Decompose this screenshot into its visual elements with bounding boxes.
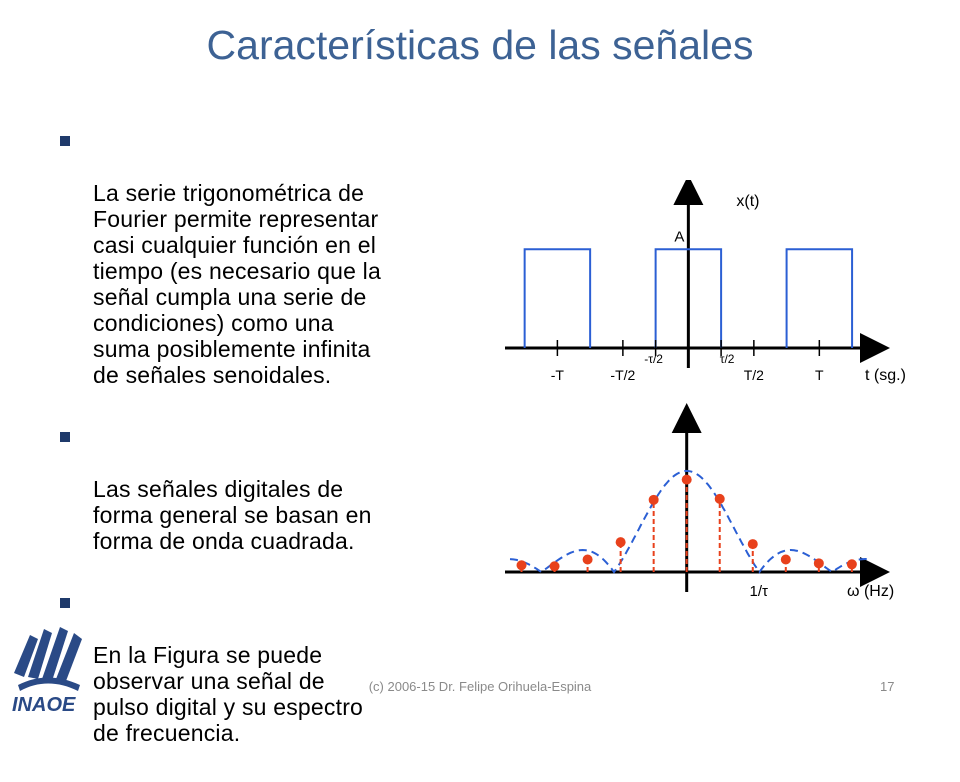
tick-label: -τ/2 xyxy=(644,352,663,366)
slide-title: Características de las señales xyxy=(206,22,754,68)
pulse xyxy=(787,249,852,348)
square-bullet-icon xyxy=(60,598,70,608)
x-axis-label: ω (Hz) xyxy=(847,583,895,600)
spectrum-point xyxy=(781,554,791,564)
y-axis-label: x(t) xyxy=(736,193,760,210)
page-number: 17 xyxy=(880,679,895,694)
signal-figure xyxy=(495,180,935,610)
pulse xyxy=(525,249,590,348)
spectrum-envelope xyxy=(510,471,868,572)
spectrum-point xyxy=(748,539,758,549)
spectrum-point xyxy=(814,558,824,568)
spectrum-point xyxy=(682,475,692,485)
frequency-spectrum-chart xyxy=(505,418,894,600)
slide-footer: (c) 2006-15 Dr. Felipe Orihuela-Espina xyxy=(368,679,592,694)
spectrum-point xyxy=(517,560,527,570)
bullet-text: La serie trigonométrica de Fourier permite representar casi cualquier función en el tiempo (es necesario que la señal cumpla una serie de condiciones) como una suma posiblemente infinita de señales senoidales. xyxy=(93,180,381,388)
tick-label: -T/2 xyxy=(610,367,636,383)
tick-label: T/2 xyxy=(743,367,764,383)
spectrum-point xyxy=(715,494,725,504)
spectrum-point xyxy=(583,554,593,564)
spectrum-point xyxy=(649,495,659,505)
square-bullet-icon xyxy=(60,136,70,146)
amplitude-label: A xyxy=(674,228,685,246)
tick-label: -T xyxy=(550,367,564,383)
bullet-text: Las señales digitales de forma general se basan en forma de onda cuadrada. xyxy=(93,476,372,554)
bullet-item xyxy=(60,424,460,554)
x-axis-label: t (sg.) xyxy=(865,367,906,384)
tick-label: τ/2 xyxy=(719,352,735,366)
pulse-train-chart xyxy=(505,190,906,384)
bullet-item xyxy=(60,590,460,746)
spectrum-point xyxy=(550,561,560,571)
svg-text:INAOE: INAOE xyxy=(12,694,76,715)
spectrum-point xyxy=(847,559,857,569)
inaoe-logo xyxy=(8,615,88,715)
square-bullet-icon xyxy=(60,432,70,442)
spectrum-point xyxy=(616,537,626,547)
bullet-text: En la Figura se puede observar una señal de pulso digital y su espectro de frecuencia. xyxy=(93,642,364,746)
tick-label: 1/τ xyxy=(749,583,768,600)
tick-label: T xyxy=(815,367,824,383)
bullet-item xyxy=(60,128,460,388)
